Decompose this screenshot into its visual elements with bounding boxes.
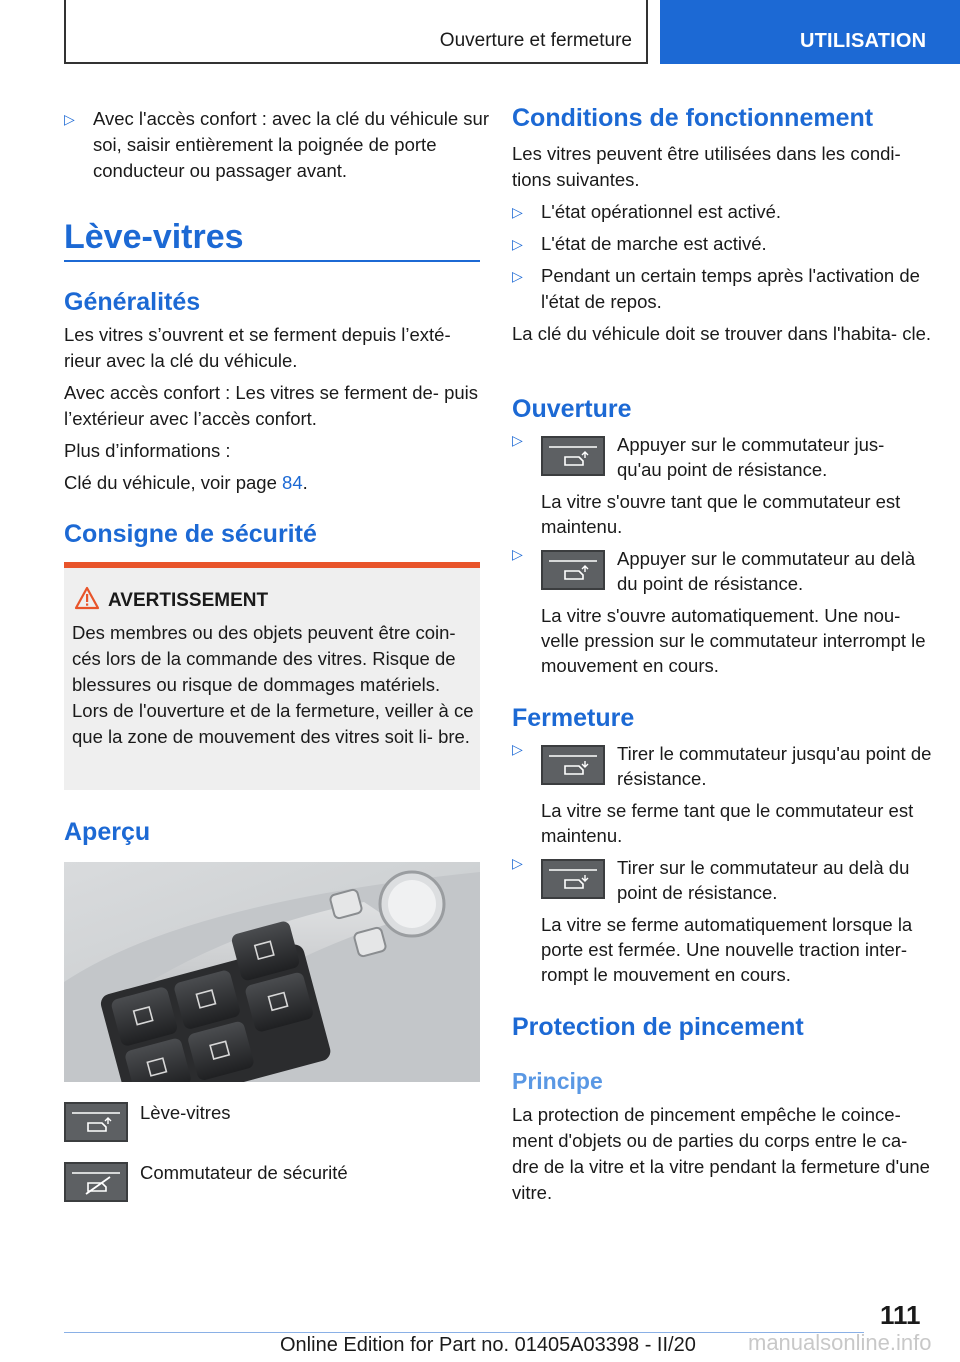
operation-action: Tirer le commutateur jusqu'au point de résistance.	[617, 743, 932, 789]
operation-action: Appuyer sur le commutateur au delà du point de résistance.	[617, 548, 916, 594]
operation-result: La vitre s'ouvre automatiquement. Une nou- velle pression sur le commutateur interrompt le mouvement en cours.	[541, 605, 926, 676]
page-number: 111	[880, 1300, 921, 1330]
edition-line: Online Edition for Part no. 01405A03398 - II/20	[280, 1334, 696, 1356]
warning-text: Des membres ou des objets peuvent être coin- cés lors de la commande des vitres. Risque de blessures ou risque de dommages matériels. Lors de l'ouverture et de la fermeture, veiller à ce que la zone de mouvement des vitres soit li- bre.	[72, 622, 474, 747]
pincement-body	[512, 1102, 932, 1206]
section-heading-safety: Consigne de sécurité	[64, 520, 317, 548]
operation-result: La vitre se ferme tant que le commutateur est maintenu.	[541, 800, 914, 846]
legend-label: Commutateur de sécurité	[140, 1162, 348, 1183]
crossref-end: .	[302, 472, 308, 493]
list-item-text: Pendant un certain temps après l'activation de l'état de repos.	[541, 265, 920, 312]
operation-result: La vitre se ferme automatiquement lorsque la porte est fermée. Une nouvelle traction inter- rompt le mouvement en cours.	[541, 914, 913, 985]
window-switch-icon	[541, 436, 605, 476]
subsection-heading-principe: Principe	[512, 1068, 603, 1094]
paragraph: Les vitres peuvent être utilisées dans les condi- tions suivantes.	[512, 143, 901, 190]
bullet-icon: ▷	[512, 268, 523, 284]
operation-item	[512, 741, 932, 853]
operation-action: Tirer sur le commutateur au delà du point de résistance.	[617, 857, 910, 903]
crossref-text: Clé du véhicule, voir page	[64, 472, 283, 493]
footer-divider	[64, 1332, 864, 1333]
list-item	[512, 199, 932, 225]
list-item	[512, 231, 932, 257]
paragraph-crossref	[64, 470, 480, 496]
title-divider	[64, 260, 480, 262]
operation-action: Appuyer sur le commutateur jus- qu'au point de résistance.	[617, 434, 885, 480]
bullet-icon: ▷	[512, 204, 523, 220]
section-title: Ouverture et fermeture	[439, 30, 632, 51]
section-heading-generalites: Généralités	[64, 288, 201, 316]
page-link[interactable]: 84	[282, 472, 303, 493]
operation-result: La vitre s'ouvre tant que le commutateur est maintenu.	[541, 491, 901, 537]
legend-label: Lève-vitres	[140, 1102, 231, 1123]
bullet-icon: ▷	[512, 741, 523, 757]
warning-label: AVERTISSEMENT	[108, 590, 269, 611]
window-switch-icon	[64, 1102, 128, 1142]
paragraph: La protection de pincement empêche le coince- ment d'objets ou de parties du corps entre le ca- dre de la vitre et la vitre pendant la fermeture d'une vitre.	[512, 1104, 930, 1203]
legend-item-safety-switch	[64, 1162, 348, 1202]
legend-item-window-switch	[64, 1102, 231, 1142]
watermark: manualsonline.info	[748, 1330, 932, 1355]
generalites-body	[64, 322, 480, 496]
list-item-text: L'état opérationnel est activé.	[541, 201, 782, 222]
list-item-text: L'état de marche est activé.	[541, 233, 767, 254]
list-item	[512, 263, 932, 315]
window-switch-icon	[541, 745, 605, 785]
window-switch-icon	[541, 859, 605, 899]
running-header	[64, 0, 648, 64]
operation-item	[512, 432, 932, 544]
paragraph: Plus d’informations :	[64, 440, 231, 461]
operation-item	[512, 855, 932, 990]
intro-bullet-text: Avec l'accès confort : avec la clé du véhicule sur soi, saisir entièrement la poignée de porte conducteur ou passager avant.	[93, 108, 489, 181]
bullet-icon: ▷	[512, 546, 523, 562]
operation-item	[512, 546, 932, 681]
bullet-icon: ▷	[64, 111, 75, 127]
safety-switch-icon	[64, 1162, 128, 1202]
paragraph: Les vitres s’ouvrent et se ferment depuis l’exté- rieur avec la clé du véhicule.	[64, 324, 451, 371]
bullet-icon: ▷	[512, 855, 523, 871]
warning-bar	[64, 562, 480, 568]
warning-triangle-icon	[74, 586, 100, 610]
page-title: Lève-vitres	[64, 218, 244, 256]
chapter-tab	[660, 0, 960, 64]
window-switch-icon	[541, 550, 605, 590]
window-switch-photo	[64, 862, 480, 1082]
section-heading-pincement: Protection de pincement	[512, 1013, 804, 1041]
section-heading-ouverture: Ouverture	[512, 395, 632, 423]
window-switch-illustration	[64, 862, 480, 1082]
bullet-icon: ▷	[512, 432, 523, 448]
bullet-icon: ▷	[512, 236, 523, 252]
conditions-body	[512, 141, 932, 347]
section-heading-apercu: Aperçu	[64, 818, 151, 846]
paragraph: La clé du véhicule doit se trouver dans l'habita- cle.	[512, 323, 931, 344]
section-heading-fermeture: Fermeture	[512, 704, 635, 732]
intro-bullet	[64, 106, 509, 184]
warning-box	[64, 562, 480, 790]
chapter-title: UTILISATION	[800, 30, 927, 52]
paragraph: Avec accès confort : Les vitres se ferment de- puis l’extérieur avec l’accès confort.	[64, 382, 479, 429]
section-heading-conditions: Conditions de fonctionnement	[512, 104, 874, 132]
